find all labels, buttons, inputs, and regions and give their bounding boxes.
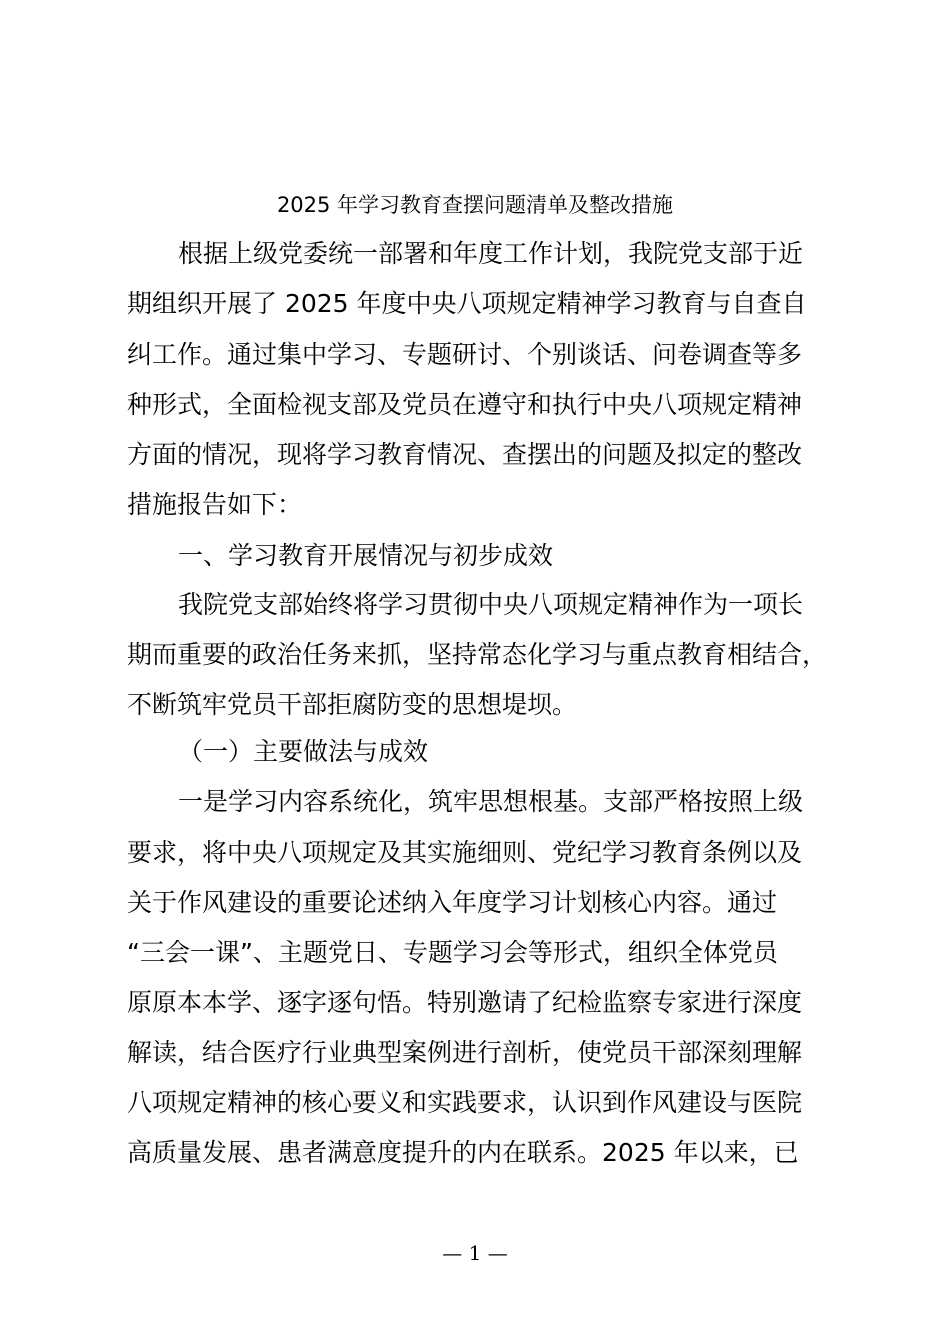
text-line: “三会一课”、主题党日、专题学习会等形式，组织全体党员	[127, 938, 778, 967]
text-line: 方面的情况，现将学习教育情况、查摆出的问题及拟定的整改	[127, 440, 803, 469]
text-line: 高质量发展、患者满意度提升的内在联系。2025 年以来，已	[127, 1138, 799, 1167]
text-line: 要求，将中央八项规定及其实施细则、党纪学习教育条例以及	[127, 838, 803, 867]
text-line: 不断筑牢党员干部拒腐防变的思想堤坝。	[127, 690, 578, 719]
subsection-heading: （一）主要做法与成效	[178, 737, 429, 766]
text-line: 关于作风建设的重要论述纳入年度学习计划核心内容。通过	[127, 888, 778, 917]
text-line: 解读，结合医疗行业典型案例进行剖析，使党员干部深刻理解	[127, 1038, 803, 1067]
text-line: 我院党支部始终将学习贯彻中央八项规定精神作为一项长	[178, 590, 804, 619]
text-line: 措施报告如下：	[127, 490, 303, 519]
text-line: 种形式，全面检视支部及党员在遵守和执行中央八项规定精神	[127, 390, 803, 419]
text-line: 期组织开展了 2025 年度中央八项规定精神学习教育与自查自	[127, 289, 807, 318]
text-line: 原原本本学、逐字逐句悟。特别邀请了纪检监察专家进行深度	[127, 988, 803, 1017]
text-line: 期而重要的政治任务来抓，坚持常态化学习与重点教育相结合，	[127, 640, 828, 669]
text-line: 纠工作。通过集中学习、专题研讨、个别谈话、问卷调查等多	[127, 340, 803, 369]
page-title: 2025 年学习教育查摆问题清单及整改措施	[276, 193, 674, 217]
text-line: 八项规定精神的核心要义和实践要求，认识到作风建设与医院	[127, 1088, 803, 1117]
page-number: — 1 —	[442, 1241, 508, 1265]
text-line: 一是学习内容系统化，筑牢思想根基。支部严格按照上级	[178, 787, 804, 816]
section-heading: 一、学习教育开展情况与初步成效	[178, 541, 554, 570]
text-line: 根据上级党委统一部署和年度工作计划，我院党支部于近	[178, 239, 804, 268]
